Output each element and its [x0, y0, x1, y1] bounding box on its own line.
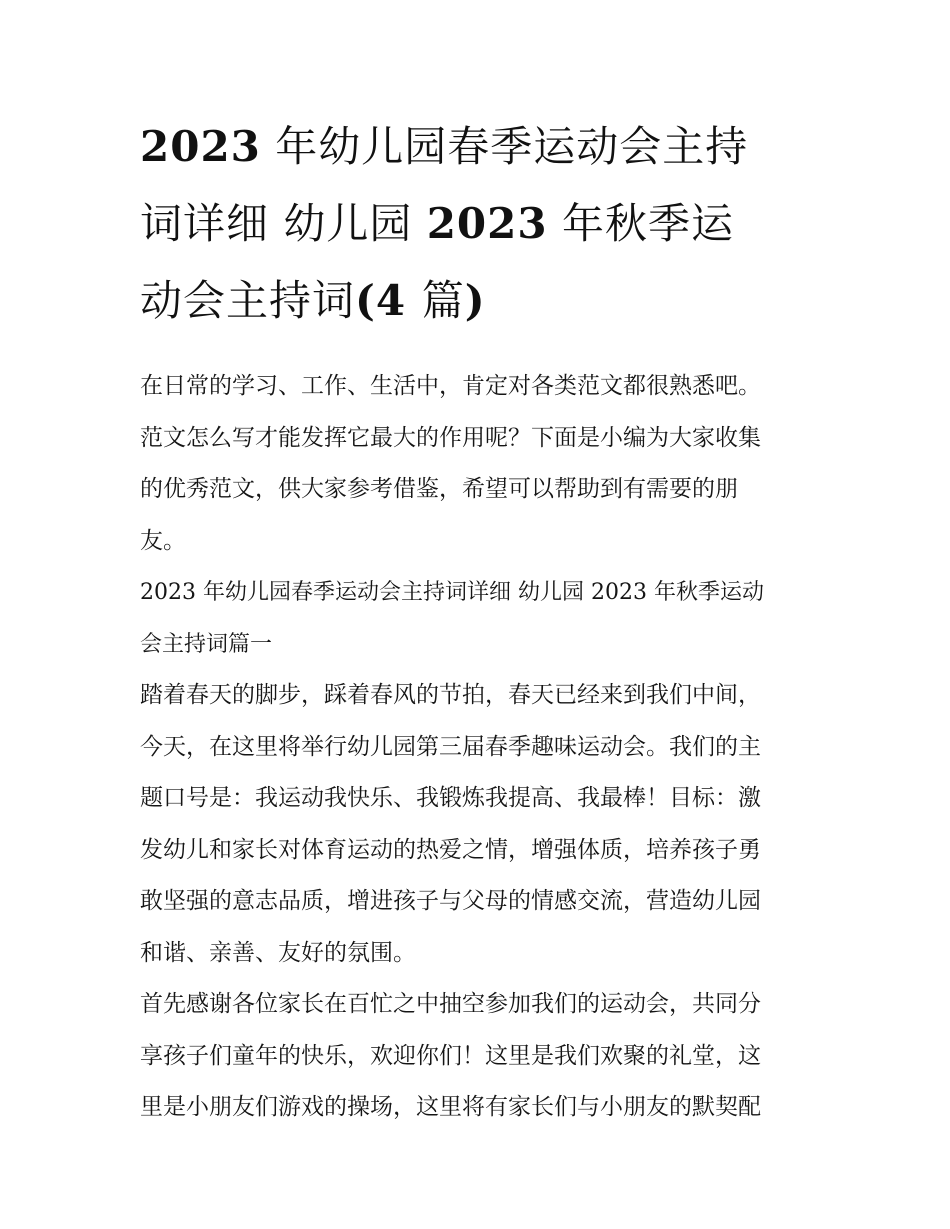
- intro-line: 的优秀范文，供大家参考借鉴，希望可以帮助到有需要的朋: [140, 476, 738, 502]
- title-line-2-text: 词详细 幼儿园: [140, 199, 427, 248]
- paragraph-line: 题口号是：我运动我快乐、我锻炼我提高、我最棒！目标：激: [140, 785, 761, 811]
- title-year-2: 2023: [426, 199, 548, 248]
- document-page: [140, 108, 820, 1134]
- page-title: [140, 108, 820, 339]
- title-line-1-text: 年幼儿园春季运动会主持: [260, 122, 749, 171]
- document-body: [140, 361, 820, 1134]
- title-line-1: [140, 108, 820, 185]
- paragraph-line: 里是小朋友们游戏的操场，这里将有家长们与小朋友的默契配: [140, 1094, 761, 1120]
- title-count: (4: [355, 276, 422, 325]
- title-line-2-rest: 年秋季运: [547, 199, 734, 248]
- intro-line: 范文怎么写才能发挥它最大的作用呢？下面是小编为大家收集: [140, 424, 761, 451]
- paragraph-line: 踏着春天的脚步，踩着春风的节拍，春天已经来到我们中间，: [140, 682, 761, 708]
- intro-line: 在日常的学习、工作、生活中，肯定对各类范文都很熟悉吧。: [140, 373, 761, 399]
- intro-line: 友。: [140, 527, 186, 554]
- title-count-word: 篇: [421, 276, 465, 325]
- intro-paragraph: [140, 361, 820, 567]
- paragraph-line: 首先感谢各位家长在百忙之中抽空参加我们的运动会，共同分: [140, 991, 761, 1017]
- title-year-1: 2023: [140, 122, 261, 171]
- paragraph-line: 和谐、亲善、友好的氛围。: [140, 939, 416, 966]
- body-paragraph-2: [140, 979, 820, 1134]
- subtitle-line: 2023 年幼儿园春季运动会主持词详细 幼儿园 2023 年秋季运动: [140, 580, 764, 605]
- paragraph-line: 敢坚强的意志品质，增进孩子与父母的情感交流，营造幼儿园: [140, 888, 761, 914]
- title-close-paren: ): [464, 276, 486, 325]
- title-line-3: [140, 262, 820, 339]
- paragraph-line: 今天，在这里将举行幼儿园第三届春季趣味运动会。我们的主: [140, 733, 761, 760]
- section-subtitle: [140, 567, 820, 670]
- paragraph-line: 发幼儿和家长对体育运动的热爱之情，增强体质，培养孩子勇: [140, 836, 761, 863]
- title-line-3-text: 动会主持词: [140, 276, 356, 325]
- body-paragraph-1: [140, 670, 820, 979]
- title-line-2: [140, 185, 820, 262]
- paragraph-line: 享孩子们童年的快乐，欢迎你们！这里是我们欢聚的礼堂，这: [140, 1042, 761, 1069]
- subtitle-line: 会主持词篇一: [140, 631, 273, 657]
